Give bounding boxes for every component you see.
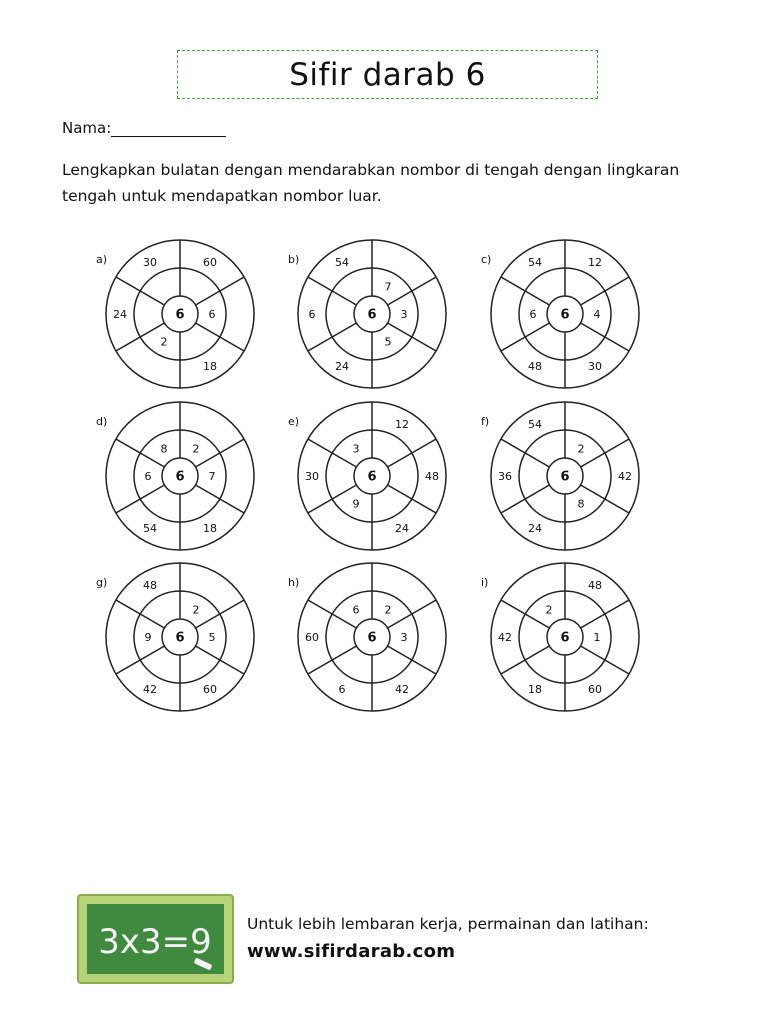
outer-cell[interactable]: 60	[203, 256, 217, 270]
outer-cell[interactable]: 42	[498, 631, 512, 644]
spoke	[116, 323, 164, 351]
inner-cell[interactable]: 6	[208, 308, 216, 321]
outer-cell[interactable]: 54	[528, 256, 542, 270]
outer-cell[interactable]: 18	[528, 682, 542, 696]
wheel-e	[288, 402, 446, 550]
outer-cell[interactable]: 42	[618, 470, 632, 483]
spoke	[308, 277, 356, 305]
spoke	[308, 646, 356, 674]
center-number: 6	[560, 469, 570, 485]
wheel-g	[96, 563, 254, 711]
name-label: Nama:	[62, 119, 112, 137]
outer-cell[interactable]: 6	[308, 308, 316, 321]
inner-cell[interactable]: 6	[144, 470, 152, 483]
inner-cell[interactable]: 2	[160, 335, 168, 349]
inner-cell[interactable]: 8	[577, 497, 585, 511]
inner-cell[interactable]: 6	[529, 308, 537, 321]
wheel-label: b)	[288, 253, 300, 266]
inner-cell[interactable]: 7	[384, 280, 392, 294]
wheel-h	[288, 563, 446, 711]
wheel-label: g)	[96, 576, 108, 589]
inner-cell[interactable]: 7	[208, 470, 216, 483]
center-number: 6	[560, 307, 570, 323]
spoke	[581, 485, 629, 513]
inner-cell[interactable]: 9	[144, 631, 152, 644]
spoke	[501, 323, 549, 351]
chalkboard-text: 3x3=9	[98, 922, 212, 962]
outer-cell[interactable]: 48	[143, 579, 157, 593]
inner-cell[interactable]: 2	[577, 442, 585, 456]
outer-cell[interactable]: 36	[498, 470, 512, 483]
center-number: 6	[175, 469, 185, 485]
spoke	[196, 646, 244, 674]
center-number: 6	[367, 307, 377, 323]
spoke	[581, 600, 629, 628]
spoke	[388, 600, 436, 628]
wheel-f	[481, 402, 639, 550]
outer-cell[interactable]: 18	[203, 521, 217, 535]
spoke	[116, 277, 164, 305]
wheel-b	[288, 240, 446, 388]
outer-cell[interactable]: 18	[203, 359, 217, 373]
outer-cell[interactable]: 24	[335, 359, 349, 373]
spoke	[388, 277, 436, 305]
center-number: 6	[560, 630, 570, 646]
outer-cell[interactable]: 30	[588, 359, 602, 373]
inner-cell[interactable]: 2	[384, 603, 392, 617]
spoke	[388, 646, 436, 674]
spoke	[196, 277, 244, 305]
center-number: 6	[175, 630, 185, 646]
inner-cell[interactable]: 8	[160, 442, 168, 456]
outer-cell[interactable]: 24	[113, 308, 127, 321]
wheel-label: d)	[96, 415, 108, 428]
spoke	[308, 600, 356, 628]
outer-cell[interactable]: 54	[143, 521, 157, 535]
wheel-i	[481, 563, 639, 711]
outer-cell[interactable]: 60	[305, 631, 319, 644]
center-number: 6	[175, 307, 185, 323]
inner-cell[interactable]: 4	[593, 308, 601, 321]
spoke	[308, 485, 356, 513]
footer-text: Untuk lebih lembaran kerja, permainan dan latihan:	[247, 915, 649, 933]
spoke	[308, 323, 356, 351]
wheel-d	[96, 402, 254, 550]
wheel-label: i)	[481, 576, 489, 589]
spoke	[388, 439, 436, 467]
wheel-label: h)	[288, 576, 300, 589]
inner-cell[interactable]: 2	[192, 603, 200, 617]
spoke	[581, 323, 629, 351]
wheel-label: e)	[288, 415, 300, 428]
outer-cell[interactable]: 54	[528, 418, 542, 432]
instructions: Lengkapkan bulatan dengan mendarabkan nombor di tengah dengan lingkaran tengah untuk mendapatkan nombor luar.	[62, 161, 680, 205]
spoke	[388, 323, 436, 351]
outer-cell[interactable]: 48	[588, 579, 602, 593]
spoke	[388, 485, 436, 513]
outer-cell[interactable]: 24	[528, 521, 542, 535]
wheel-a	[96, 240, 254, 388]
spoke	[501, 485, 549, 513]
spoke	[581, 439, 629, 467]
chalkboard-logo	[76, 893, 236, 987]
inner-cell[interactable]: 5	[208, 631, 216, 644]
inner-cell[interactable]: 3	[400, 308, 408, 321]
inner-cell[interactable]: 9	[352, 497, 360, 511]
outer-cell[interactable]: 48	[528, 359, 542, 373]
inner-cell[interactable]: 6	[352, 603, 360, 617]
outer-cell[interactable]: 30	[305, 470, 319, 483]
spoke	[308, 439, 356, 467]
outer-cell[interactable]: 12	[395, 418, 409, 432]
outer-cell[interactable]: 30	[143, 256, 157, 270]
spoke	[501, 439, 549, 467]
wheel-label: c)	[481, 253, 492, 266]
inner-cell[interactable]: 3	[400, 631, 408, 644]
spoke	[116, 646, 164, 674]
center-number: 6	[367, 469, 377, 485]
center-number: 6	[367, 630, 377, 646]
inner-cell[interactable]: 3	[352, 442, 360, 456]
outer-cell[interactable]: 54	[335, 256, 349, 270]
inner-cell[interactable]: 1	[593, 631, 601, 644]
outer-cell[interactable]: 42	[395, 682, 409, 696]
spoke	[116, 485, 164, 513]
spoke	[196, 600, 244, 628]
spoke	[501, 600, 549, 628]
outer-cell[interactable]: 60	[203, 682, 217, 696]
outer-cell[interactable]: 12	[588, 256, 602, 270]
inner-cell[interactable]: 5	[384, 335, 392, 349]
outer-cell[interactable]: 48	[425, 470, 439, 483]
footer-url[interactable]: www.sifirdarab.com	[247, 941, 456, 962]
inner-cell[interactable]: 2	[192, 442, 200, 456]
outer-cell[interactable]: 60	[588, 682, 602, 696]
wheel-c	[481, 240, 639, 388]
page-title: Sifir darab 6	[289, 56, 486, 93]
spoke	[196, 485, 244, 513]
spoke	[581, 277, 629, 305]
spoke	[501, 646, 549, 674]
spoke	[196, 323, 244, 351]
outer-cell[interactable]: 24	[395, 521, 409, 535]
outer-cell[interactable]: 42	[143, 682, 157, 696]
spoke	[116, 600, 164, 628]
spoke	[581, 646, 629, 674]
spoke	[116, 439, 164, 467]
wheel-label: f)	[481, 415, 490, 428]
inner-cell[interactable]: 2	[545, 603, 553, 617]
spoke	[501, 277, 549, 305]
outer-cell[interactable]: 6	[338, 682, 346, 696]
wheel-label: a)	[96, 253, 108, 266]
spoke	[196, 439, 244, 467]
